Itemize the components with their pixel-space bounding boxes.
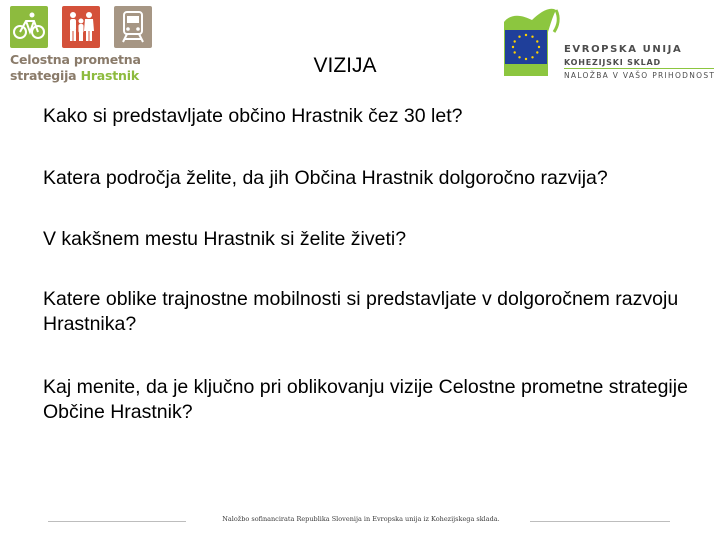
- eu-text-line3: NALOŽBA V VAŠO PRIHODNOST: [564, 71, 716, 80]
- eu-divider: [564, 68, 714, 69]
- logo-text-hrastnik: Hrastnik: [80, 68, 139, 83]
- footer-funding-note: Naložbo sofinancirata Republika Slovenija in Evropska unija iz Kohezijskega sklada.: [222, 515, 500, 523]
- page-title: VIZIJA: [313, 54, 377, 77]
- logo-text-line2: [10, 68, 139, 83]
- pedestrians-icon: [62, 6, 100, 48]
- question-item: Katera področja želite, da jih Občina Hrastnik dolgoročno razvija?: [43, 167, 608, 189]
- eu-text-line1: EVROPSKA UNIJA: [564, 44, 683, 55]
- logo-text-strategija: strategija: [10, 68, 77, 83]
- question-item: Katere oblike trajnostne mobilnosti si predstavljate v dolgoročnem razvoju Hrastnika?: [43, 288, 679, 335]
- green-leaf-icon: [502, 4, 562, 80]
- question-item: V kakšnem mestu Hrastnik si želite živeti?: [43, 228, 407, 250]
- train-icon: [114, 6, 152, 48]
- question-item: Kaj menite, da je ključno pri oblikovanju vizije Celostne prometne strategije Občine Hrastnik?: [43, 376, 688, 423]
- bicycle-icon: [10, 6, 48, 48]
- eu-text-line2: KOHEZIJSKI SKLAD: [564, 58, 661, 67]
- logo-text-line1: Celostna prometna: [10, 52, 141, 67]
- eu-cohesion-fund-logo: [502, 4, 717, 82]
- footer-divider-right: [530, 521, 670, 522]
- footer-divider-left: [48, 521, 186, 522]
- cps-hrastnik-logo: [10, 6, 155, 86]
- question-item: Kako si predstavljate občino Hrastnik čez 30 let?: [43, 105, 463, 127]
